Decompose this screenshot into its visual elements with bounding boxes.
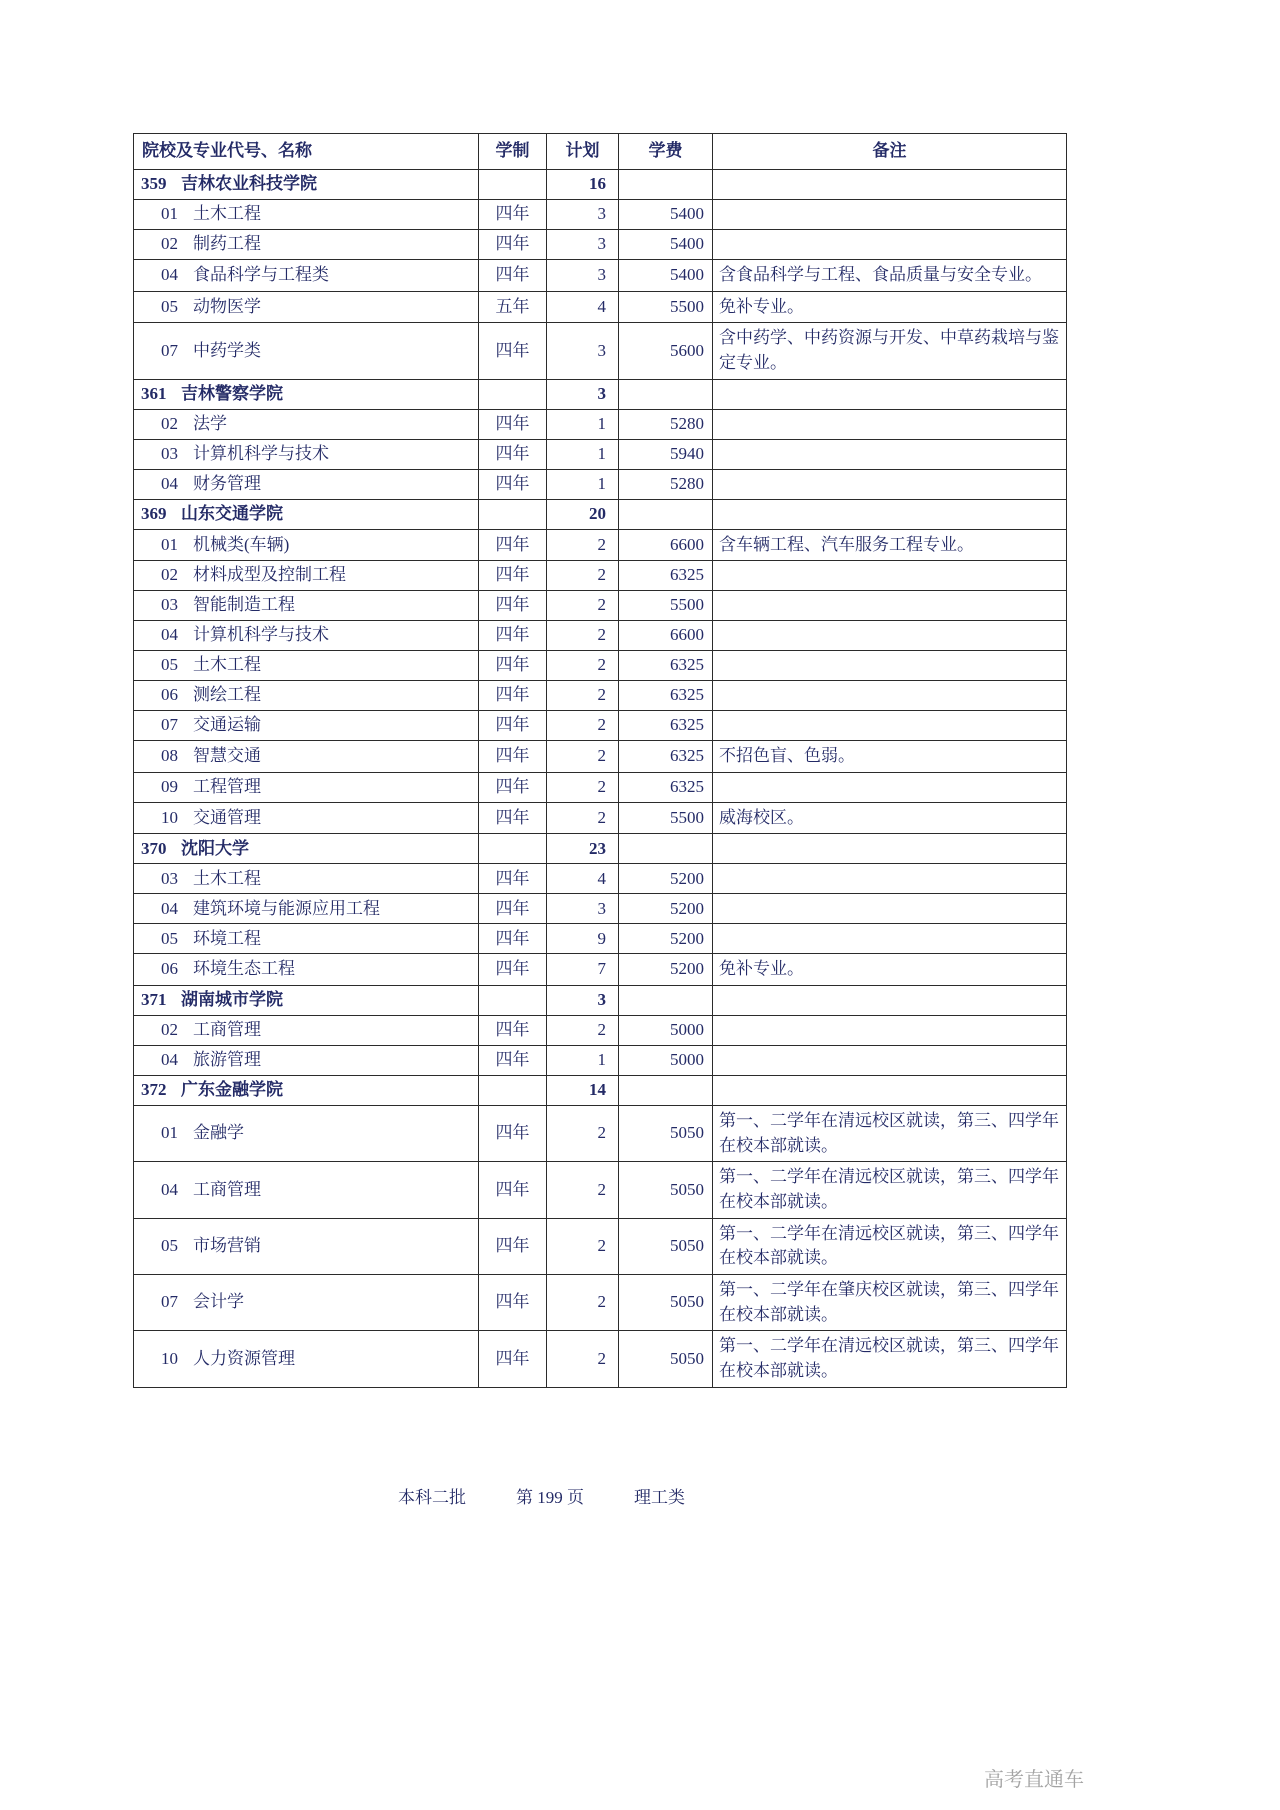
- duration-cell: [479, 499, 547, 529]
- note-cell: [713, 711, 1067, 741]
- name-cell: [134, 741, 479, 773]
- tuition-cell: 6325: [619, 681, 713, 711]
- plan-cell: 1: [547, 439, 619, 469]
- duration-cell: 四年: [479, 1218, 547, 1274]
- major-row: [134, 772, 1067, 802]
- code-label: 04: [161, 1050, 178, 1070]
- tuition-cell: [619, 170, 713, 200]
- major-row: [134, 894, 1067, 924]
- name-cell: [134, 529, 479, 561]
- major-row: [134, 291, 1067, 323]
- plan-cell: 2: [547, 802, 619, 834]
- code-label: 10: [161, 807, 178, 827]
- plan-cell: 2: [547, 561, 619, 591]
- code-label: 09: [161, 777, 178, 797]
- duration-cell: 四年: [479, 409, 547, 439]
- plan-cell: 16: [547, 170, 619, 200]
- major-name-label: 土木工程: [193, 204, 261, 224]
- name-cell: [134, 591, 479, 621]
- tuition-cell: 5050: [619, 1106, 713, 1162]
- name-cell: [134, 621, 479, 651]
- major-row: [134, 230, 1067, 260]
- note-cell: 含食品科学与工程、食品质量与安全专业。: [713, 260, 1067, 292]
- major-row: [134, 924, 1067, 954]
- major-name-label: 市场营销: [193, 1236, 261, 1255]
- duration-cell: 四年: [479, 529, 547, 561]
- header-duration: 学制: [479, 134, 547, 170]
- tuition-cell: 5050: [619, 1162, 713, 1218]
- duration-cell: 四年: [479, 651, 547, 681]
- major-row: [134, 529, 1067, 561]
- duration-cell: 四年: [479, 864, 547, 894]
- name-cell: [134, 894, 479, 924]
- name-cell: [134, 323, 479, 379]
- note-cell: [713, 621, 1067, 651]
- note-cell: [713, 924, 1067, 954]
- note-cell: 第一、二学年在清远校区就读，第三、四学年在校本部就读。: [713, 1331, 1067, 1387]
- major-name-label: 动物医学: [193, 296, 261, 316]
- plan-cell: 1: [547, 1046, 619, 1076]
- major-name-label: 计算机科学与技术: [193, 443, 329, 463]
- code-label: 07: [161, 715, 178, 735]
- header-tuition: 学费: [619, 134, 713, 170]
- major-name-label: 智能制造工程: [193, 595, 295, 615]
- major-name-label: 工程管理: [193, 777, 261, 797]
- tuition-cell: 5200: [619, 954, 713, 986]
- code-label: 04: [161, 473, 178, 493]
- school-name-label: 沈阳大学: [181, 838, 249, 858]
- note-cell: [713, 1046, 1067, 1076]
- plan-cell: 20: [547, 499, 619, 529]
- tuition-cell: 5500: [619, 591, 713, 621]
- duration-cell: 四年: [479, 711, 547, 741]
- name-cell: [134, 260, 479, 292]
- note-cell: [713, 379, 1067, 409]
- note-cell: 第一、二学年在清远校区就读，第三、四学年在校本部就读。: [713, 1106, 1067, 1162]
- duration-cell: 四年: [479, 681, 547, 711]
- watermark-text: 高考直通车: [984, 1769, 1084, 1791]
- tuition-cell: [619, 834, 713, 864]
- major-name-label: 交通管理: [193, 807, 261, 827]
- major-row: [134, 864, 1067, 894]
- note-cell: 威海校区。: [713, 802, 1067, 834]
- code-label: 04: [161, 1179, 178, 1199]
- note-cell: [713, 681, 1067, 711]
- major-row: [134, 561, 1067, 591]
- major-row: [134, 1046, 1067, 1076]
- code-label: 01: [161, 1123, 178, 1143]
- major-row: [134, 1218, 1067, 1274]
- name-cell: [134, 1106, 479, 1162]
- school-row: [134, 986, 1067, 1016]
- major-row: [134, 651, 1067, 681]
- admission-plan-table: [133, 133, 1067, 1388]
- code-label: 07: [161, 340, 178, 360]
- duration-cell: 四年: [479, 1016, 547, 1046]
- note-cell: [713, 469, 1067, 499]
- duration-cell: 四年: [479, 924, 547, 954]
- major-name-label: 工商管理: [193, 1020, 261, 1040]
- major-name-label: 计算机科学与技术: [193, 625, 329, 645]
- plan-cell: 2: [547, 1218, 619, 1274]
- duration-cell: 四年: [479, 323, 547, 379]
- note-cell: 第一、二学年在清远校区就读，第三、四学年在校本部就读。: [713, 1162, 1067, 1218]
- plan-cell: 1: [547, 469, 619, 499]
- duration-cell: [479, 986, 547, 1016]
- code-label: 02: [161, 413, 178, 433]
- plan-cell: 3: [547, 260, 619, 292]
- major-row: [134, 1274, 1067, 1330]
- duration-cell: [479, 1076, 547, 1106]
- major-row: [134, 1106, 1067, 1162]
- name-cell: [134, 802, 479, 834]
- school-name-label: 山东交通学院: [181, 503, 283, 523]
- plan-cell: 2: [547, 1106, 619, 1162]
- plan-cell: 2: [547, 741, 619, 773]
- footer-category: 理工类: [634, 1488, 685, 1507]
- code-label: 370: [141, 838, 167, 858]
- code-label: 371: [141, 990, 167, 1010]
- code-label: 359: [141, 174, 167, 194]
- major-name-label: 智慧交通: [193, 746, 261, 766]
- plan-cell: 23: [547, 834, 619, 864]
- major-name-label: 法学: [193, 413, 227, 433]
- major-name-label: 建筑环境与能源应用工程: [193, 898, 380, 918]
- major-row: [134, 439, 1067, 469]
- major-name-label: 旅游管理: [193, 1050, 261, 1070]
- code-label: 06: [161, 685, 178, 705]
- major-name-label: 人力资源管理: [193, 1348, 295, 1368]
- note-cell: 第一、二学年在肇庆校区就读，第三、四学年在校本部就读。: [713, 1274, 1067, 1330]
- school-row: [134, 170, 1067, 200]
- name-cell: [134, 1016, 479, 1046]
- major-row: [134, 323, 1067, 379]
- duration-cell: [479, 834, 547, 864]
- duration-cell: 四年: [479, 954, 547, 986]
- note-cell: [713, 772, 1067, 802]
- major-name-label: 食品科学与工程类: [193, 265, 329, 284]
- tuition-cell: 6325: [619, 772, 713, 802]
- code-label: 05: [161, 296, 178, 316]
- plan-cell: 3: [547, 894, 619, 924]
- code-label: 03: [161, 868, 178, 888]
- major-row: [134, 469, 1067, 499]
- tuition-cell: 5500: [619, 291, 713, 323]
- tuition-cell: 6325: [619, 561, 713, 591]
- name-cell: [134, 499, 479, 529]
- tuition-cell: 5600: [619, 323, 713, 379]
- duration-cell: 四年: [479, 1331, 547, 1387]
- code-label: 06: [161, 959, 178, 979]
- code-label: 372: [141, 1080, 167, 1100]
- major-name-label: 会计学: [193, 1292, 244, 1312]
- major-row: [134, 200, 1067, 230]
- note-cell: [713, 1076, 1067, 1106]
- note-cell: 免补专业。: [713, 291, 1067, 323]
- name-cell: [134, 954, 479, 986]
- name-cell: [134, 469, 479, 499]
- school-name-label: 广东金融学院: [181, 1080, 283, 1100]
- tuition-cell: 6325: [619, 741, 713, 773]
- name-cell: [134, 1274, 479, 1330]
- name-cell: [134, 1076, 479, 1106]
- school-name-label: 吉林警察学院: [181, 383, 283, 403]
- school-row: [134, 499, 1067, 529]
- plan-cell: 2: [547, 772, 619, 802]
- tuition-cell: 5400: [619, 230, 713, 260]
- major-name-label: 财务管理: [193, 473, 261, 493]
- plan-cell: 2: [547, 621, 619, 651]
- code-label: 02: [161, 234, 178, 254]
- duration-cell: 四年: [479, 591, 547, 621]
- duration-cell: 四年: [479, 469, 547, 499]
- plan-cell: 3: [547, 379, 619, 409]
- major-row: [134, 802, 1067, 834]
- note-cell: [713, 834, 1067, 864]
- footer-page-number: 第 199 页: [516, 1488, 584, 1507]
- tuition-cell: [619, 499, 713, 529]
- page-footer: [398, 1483, 685, 1508]
- duration-cell: 四年: [479, 802, 547, 834]
- tuition-cell: 5000: [619, 1016, 713, 1046]
- duration-cell: 四年: [479, 260, 547, 292]
- plan-cell: 4: [547, 864, 619, 894]
- plan-cell: 7: [547, 954, 619, 986]
- name-cell: [134, 986, 479, 1016]
- major-name-label: 工商管理: [193, 1179, 261, 1199]
- school-row: [134, 834, 1067, 864]
- code-label: 05: [161, 928, 178, 948]
- duration-cell: 四年: [479, 772, 547, 802]
- major-name-label: 制药工程: [193, 234, 261, 254]
- school-name-label: 湖南城市学院: [181, 990, 283, 1010]
- name-cell: [134, 864, 479, 894]
- major-row: [134, 1331, 1067, 1387]
- note-cell: 不招色盲、色弱。: [713, 741, 1067, 773]
- plan-cell: 3: [547, 230, 619, 260]
- duration-cell: 四年: [479, 439, 547, 469]
- name-cell: [134, 651, 479, 681]
- duration-cell: 四年: [479, 741, 547, 773]
- duration-cell: [479, 379, 547, 409]
- plan-cell: 2: [547, 651, 619, 681]
- name-cell: [134, 711, 479, 741]
- code-label: 02: [161, 565, 178, 585]
- name-cell: [134, 200, 479, 230]
- header-note: 备注: [713, 134, 1067, 170]
- school-row: [134, 379, 1067, 409]
- school-name-label: 吉林农业科技学院: [181, 174, 317, 194]
- plan-cell: 2: [547, 591, 619, 621]
- note-cell: [713, 986, 1067, 1016]
- major-name-label: 土木工程: [193, 655, 261, 675]
- tuition-cell: 5200: [619, 864, 713, 894]
- note-cell: [713, 864, 1067, 894]
- duration-cell: 五年: [479, 291, 547, 323]
- plan-cell: 3: [547, 323, 619, 379]
- major-row: [134, 954, 1067, 986]
- tuition-cell: 5280: [619, 469, 713, 499]
- note-cell: [713, 170, 1067, 200]
- tuition-cell: 5200: [619, 894, 713, 924]
- name-cell: [134, 681, 479, 711]
- tuition-cell: 5940: [619, 439, 713, 469]
- name-cell: [134, 772, 479, 802]
- tuition-cell: 5280: [619, 409, 713, 439]
- note-cell: [713, 561, 1067, 591]
- plan-cell: 2: [547, 711, 619, 741]
- major-row: [134, 621, 1067, 651]
- note-cell: [713, 499, 1067, 529]
- tuition-cell: [619, 986, 713, 1016]
- duration-cell: 四年: [479, 621, 547, 651]
- tuition-cell: 5050: [619, 1218, 713, 1274]
- major-name-label: 交通运输: [193, 715, 261, 735]
- name-cell: [134, 1162, 479, 1218]
- name-cell: [134, 924, 479, 954]
- major-name-label: 机械类(车辆): [193, 534, 290, 554]
- tuition-cell: [619, 379, 713, 409]
- code-label: 01: [161, 534, 178, 554]
- note-cell: 含车辆工程、汽车服务工程专业。: [713, 529, 1067, 561]
- school-row: [134, 1076, 1067, 1106]
- note-cell: [713, 894, 1067, 924]
- tuition-cell: 6600: [619, 529, 713, 561]
- code-label: 05: [161, 1236, 178, 1255]
- duration-cell: 四年: [479, 1106, 547, 1162]
- name-cell: [134, 379, 479, 409]
- duration-cell: 四年: [479, 561, 547, 591]
- plan-cell: 9: [547, 924, 619, 954]
- code-label: 01: [161, 204, 178, 224]
- major-name-label: 环境生态工程: [193, 959, 295, 979]
- tuition-cell: 5050: [619, 1274, 713, 1330]
- plan-cell: 1: [547, 409, 619, 439]
- duration-cell: 四年: [479, 200, 547, 230]
- major-name-label: 材料成型及控制工程: [193, 565, 346, 585]
- tuition-cell: 5050: [619, 1331, 713, 1387]
- tuition-cell: 5000: [619, 1046, 713, 1076]
- tuition-cell: 5500: [619, 802, 713, 834]
- tuition-cell: 6600: [619, 621, 713, 651]
- name-cell: [134, 1331, 479, 1387]
- note-cell: 第一、二学年在清远校区就读，第三、四学年在校本部就读。: [713, 1218, 1067, 1274]
- note-cell: [713, 591, 1067, 621]
- plan-cell: 2: [547, 1331, 619, 1387]
- plan-cell: 2: [547, 1016, 619, 1046]
- footer-batch: 本科二批: [398, 1488, 466, 1507]
- note-cell: 含中药学、中药资源与开发、中草药栽培与鉴定专业。: [713, 323, 1067, 379]
- name-cell: [134, 170, 479, 200]
- major-name-label: 中药学类: [193, 340, 261, 360]
- table-header-row: [134, 134, 1067, 170]
- major-row: [134, 1162, 1067, 1218]
- name-cell: [134, 291, 479, 323]
- name-cell: [134, 439, 479, 469]
- header-school-major: 院校及专业代号、名称: [134, 134, 479, 170]
- note-cell: [713, 409, 1067, 439]
- code-label: 04: [161, 265, 178, 284]
- note-cell: 免补专业。: [713, 954, 1067, 986]
- note-cell: [713, 230, 1067, 260]
- note-cell: [713, 200, 1067, 230]
- duration-cell: 四年: [479, 1046, 547, 1076]
- code-label: 03: [161, 595, 178, 615]
- major-name-label: 金融学: [193, 1123, 244, 1143]
- tuition-cell: 5200: [619, 924, 713, 954]
- name-cell: [134, 1218, 479, 1274]
- major-row: [134, 409, 1067, 439]
- code-label: 03: [161, 443, 178, 463]
- major-row: [134, 260, 1067, 292]
- header-plan: 计划: [547, 134, 619, 170]
- plan-cell: 3: [547, 200, 619, 230]
- duration-cell: 四年: [479, 230, 547, 260]
- note-cell: [713, 651, 1067, 681]
- duration-cell: 四年: [479, 1274, 547, 1330]
- duration-cell: [479, 170, 547, 200]
- code-label: 02: [161, 1020, 178, 1040]
- major-row: [134, 1016, 1067, 1046]
- major-row: [134, 681, 1067, 711]
- duration-cell: 四年: [479, 1162, 547, 1218]
- major-name-label: 土木工程: [193, 868, 261, 888]
- plan-cell: 14: [547, 1076, 619, 1106]
- tuition-cell: 5400: [619, 260, 713, 292]
- major-row: [134, 591, 1067, 621]
- name-cell: [134, 230, 479, 260]
- code-label: 369: [141, 503, 167, 523]
- plan-cell: 4: [547, 291, 619, 323]
- name-cell: [134, 409, 479, 439]
- name-cell: [134, 561, 479, 591]
- plan-cell: 3: [547, 986, 619, 1016]
- duration-cell: 四年: [479, 894, 547, 924]
- code-label: 10: [161, 1348, 178, 1368]
- tuition-cell: 6325: [619, 711, 713, 741]
- code-label: 08: [161, 746, 178, 766]
- major-row: [134, 741, 1067, 773]
- major-row: [134, 711, 1067, 741]
- name-cell: [134, 1046, 479, 1076]
- plan-cell: 2: [547, 1162, 619, 1218]
- major-name-label: 环境工程: [193, 928, 261, 948]
- code-label: 04: [161, 898, 178, 918]
- code-label: 361: [141, 383, 167, 403]
- tuition-cell: [619, 1076, 713, 1106]
- tuition-cell: 5400: [619, 200, 713, 230]
- plan-cell: 2: [547, 1274, 619, 1330]
- note-cell: [713, 439, 1067, 469]
- plan-cell: 2: [547, 681, 619, 711]
- code-label: 07: [161, 1292, 178, 1312]
- tuition-cell: 6325: [619, 651, 713, 681]
- note-cell: [713, 1016, 1067, 1046]
- plan-cell: 2: [547, 529, 619, 561]
- code-label: 04: [161, 625, 178, 645]
- name-cell: [134, 834, 479, 864]
- code-label: 05: [161, 655, 178, 675]
- major-name-label: 测绘工程: [193, 685, 261, 705]
